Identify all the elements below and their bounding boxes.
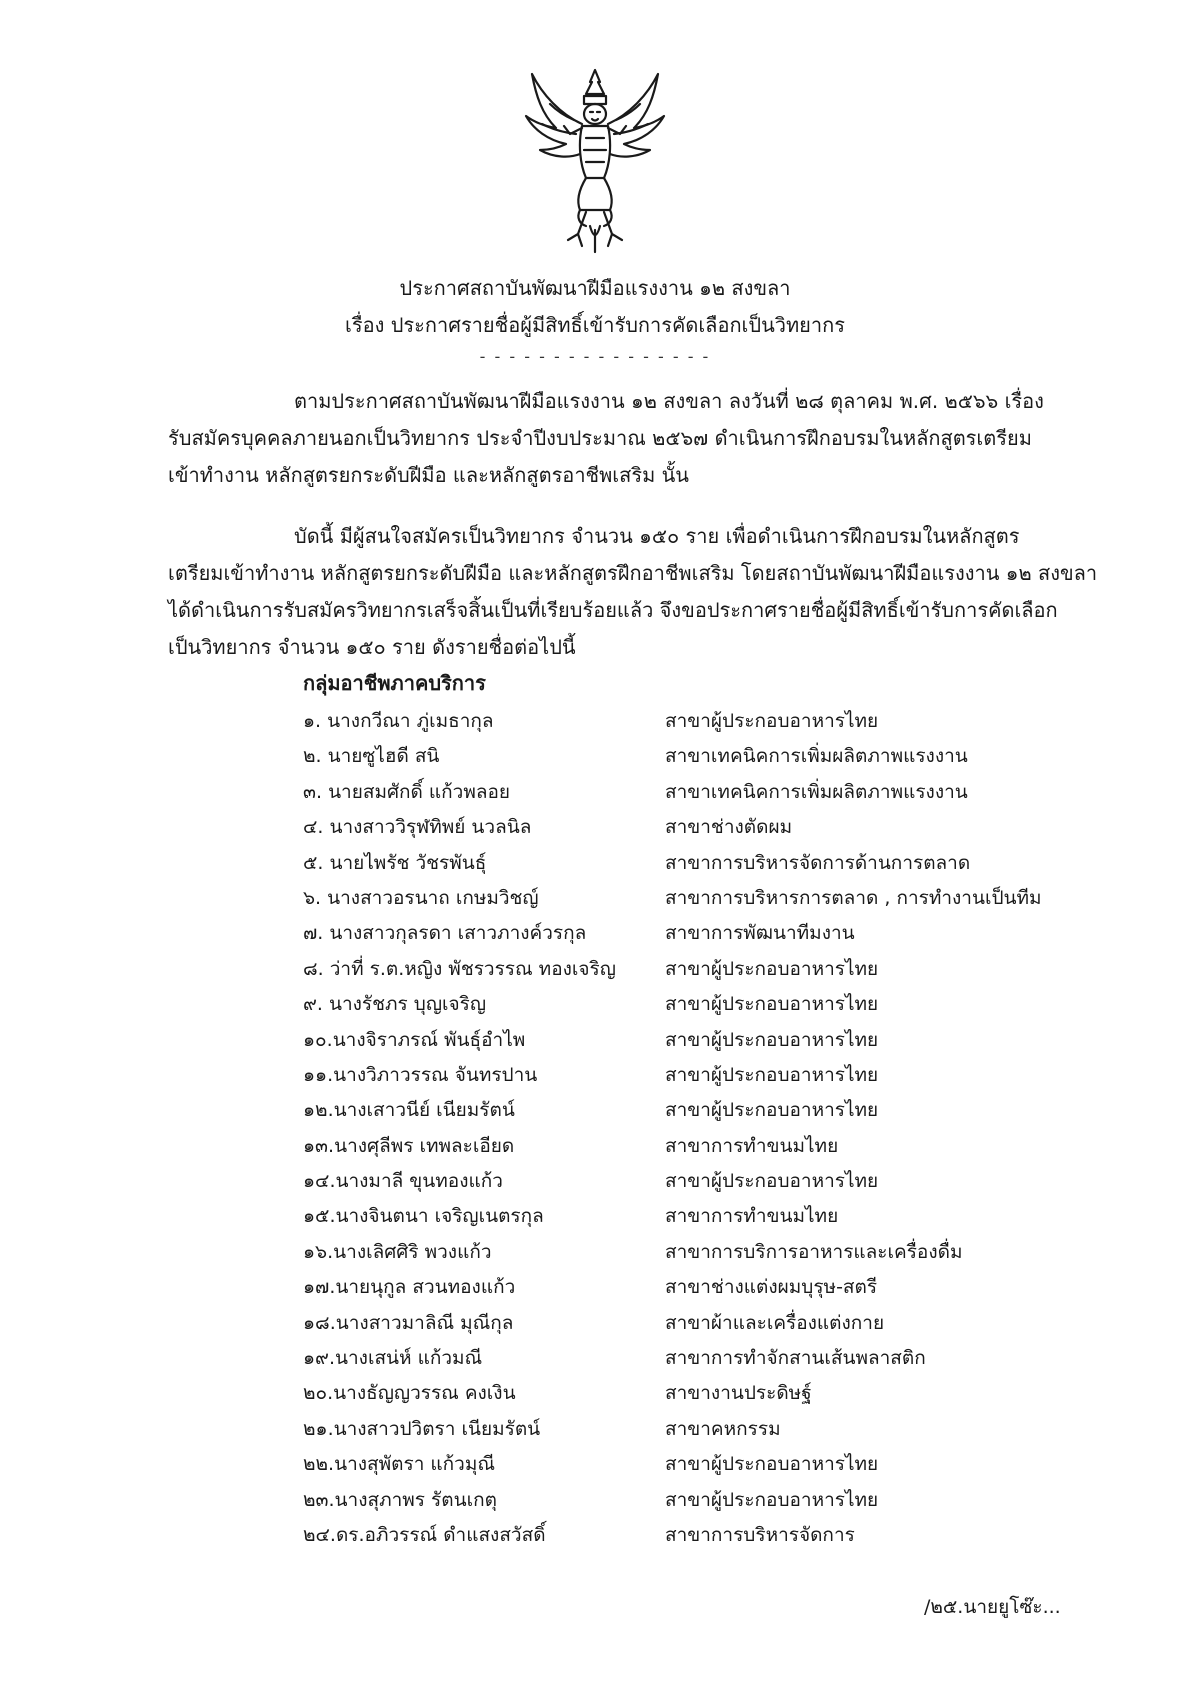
list-item — [303, 881, 1063, 916]
candidate-name: ๒๔.ดร.อภิวรรณ์ ดำแสงสวัสดิ์ — [303, 1523, 546, 1546]
notice-line: เตรียมเข้าทำงาน หลักสูตรยกระดับฝีมือ และหลักสูตรฝึกอาชีพเสริม โดยสถาบันพัฒนาฝีมือแรงงาน ๑๒ สงขลา — [168, 561, 1098, 585]
candidate-branch: สาขาผ้าและเครื่องแต่งกาย — [665, 1311, 885, 1334]
candidate-name: ๒. นายซูไฮดี สนิ — [303, 745, 440, 768]
header-separator: - - - - - - - - - - - - - - - - — [479, 347, 711, 366]
list-item — [303, 1058, 1063, 1093]
candidate-branch: สาขาผู้ประกอบอาหารไทย — [665, 1453, 879, 1476]
list-item — [303, 1376, 1063, 1411]
candidate-branch: สาขาการบริหารการตลาด , การทำงานเป็นทีม — [665, 886, 1042, 909]
list-item — [303, 1093, 1063, 1128]
notice-paragraph — [168, 518, 1098, 666]
candidate-branch: สาขาการทำขนมไทย — [665, 1205, 839, 1228]
candidate-branch: สาขาผู้ประกอบอาหารไทย — [665, 1170, 879, 1193]
candidate-branch: สาขาการพัฒนาทีมงาน — [665, 922, 855, 945]
candidate-branch: สาขาการบริการอาหารและเครื่องดื่ม — [665, 1240, 963, 1263]
candidate-name: ๑๕.นางจินตนา เจริญเนตรกุล — [303, 1205, 544, 1228]
list-item — [303, 1483, 1063, 1518]
candidate-name: ๑๗.นายนุกูล สวนทองแก้ว — [303, 1276, 516, 1299]
candidate-name: ๔. นางสาววิรุฬทิพย์ นวลนิล — [303, 816, 532, 839]
candidate-name: ๒๓.นางสุภาพร รัตนเกตุ — [303, 1488, 497, 1511]
candidate-branch: สาขาการบริหารจัดการด้านการตลาด — [665, 851, 971, 874]
list-item — [303, 810, 1063, 845]
candidate-branch: สาขางานประดิษฐ์ — [665, 1382, 812, 1405]
candidate-branch: สาขาผู้ประกอบอาหารไทย — [665, 1063, 879, 1086]
candidate-name: ๒๒.นางสุพัตรา แก้วมุณี — [303, 1453, 495, 1476]
candidate-name: ๑๐.นางจิราภรณ์ พันธุ์อำไพ — [303, 1028, 526, 1051]
list-item — [303, 1164, 1063, 1199]
list-item — [303, 987, 1063, 1022]
list-item — [303, 1023, 1063, 1058]
candidate-name: ๓. นายสมศักดิ์ แก้วพลอย — [303, 780, 511, 803]
candidate-branch: สาขาเทคนิคการเพิ่มผลิตภาพแรงงาน — [665, 745, 968, 768]
candidate-branch: สาขาคหกรรม — [665, 1417, 781, 1440]
candidate-name: ๑๖.นางเลิศศิริ พวงแก้ว — [303, 1240, 492, 1263]
announcement-title: ประกาศสถาบันพัฒนาฝีมือแรงงาน ๑๒ สงขลา — [399, 276, 791, 300]
candidate-branch: สาขาช่างแต่งผมบุรุษ-สตรี — [665, 1276, 878, 1299]
notice-line: บัดนี้ มีผู้สนใจสมัครเป็นวิทยากร จำนวน ๑๕๐ ราย เพื่อดำเนินการฝึกอบรมในหลักสูตร — [294, 524, 1020, 548]
list-item — [303, 1518, 1063, 1553]
list-item — [303, 1235, 1063, 1270]
list-item — [303, 739, 1063, 774]
candidate-name: ๑. นางกวีณา ภู่เมธากุล — [303, 710, 494, 732]
list-item — [303, 1306, 1063, 1341]
candidate-name: ๑๓.นางศุลีพร เทพละเอียด — [303, 1134, 515, 1157]
candidate-branch: สาขาผู้ประกอบอาหารไทย — [665, 957, 879, 980]
list-item — [303, 1412, 1063, 1447]
list-item — [303, 1270, 1063, 1305]
candidate-name: ๘. ว่าที่ ร.ต.หญิง พัชรวรรณ ทองเจริญ — [303, 957, 616, 980]
intro-line: เข้าทำงาน หลักสูตรยกระดับฝีมือ และหลักสูตรอาชีพเสริม นั้น — [168, 463, 689, 487]
group-title: กลุ่มอาชีพภาคบริการ — [303, 671, 486, 695]
candidate-branch: สาขาผู้ประกอบอาหารไทย — [665, 1028, 879, 1051]
intro-paragraph — [168, 383, 1060, 494]
candidate-name: ๑๑.นางวิภาวรรณ จันทรปาน — [303, 1063, 538, 1086]
candidate-name: ๑๔.นางมาลี ขุนทองแก้ว — [303, 1170, 503, 1193]
list-item — [303, 1341, 1063, 1376]
notice-line: ได้ดำเนินการรับสมัครวิทยากรเสร็จสิ้นเป็นที่เรียบร้อยแล้ว จึงขอประกาศรายชื่อผู้มีสิทธิ์เข้ารับการคัดเลือก — [168, 598, 1058, 622]
candidate-branch: สาขาผู้ประกอบอาหารไทย — [665, 993, 879, 1016]
candidate-branch: สาขาช่างตัดผม — [665, 816, 793, 839]
list-item — [303, 1129, 1063, 1164]
candidate-branch: สาขาการทำจักสานเส้นพลาสติก — [665, 1347, 926, 1370]
candidate-name: ๒๐.นางธัญญวรรณ คงเงิน — [303, 1382, 516, 1405]
list-item — [303, 1447, 1063, 1482]
garuda-emblem-icon — [520, 64, 670, 256]
list-item — [303, 952, 1063, 987]
intro-line: รับสมัครบุคคลภายนอกเป็นวิทยากร ประจำปีงบประมาณ ๒๕๖๗ ดำเนินการฝึกอบรมในหลักสูตรเตรียม — [168, 426, 1032, 450]
candidate-name: ๑๘.นางสาวมาลิณี มุณีกุล — [303, 1311, 514, 1334]
candidate-branch: สาขาการบริหารจัดการ — [665, 1523, 855, 1546]
list-item — [303, 704, 1063, 739]
list-item — [303, 775, 1063, 810]
list-item — [303, 846, 1063, 881]
candidate-branch: สาขาเทคนิคการเพิ่มผลิตภาพแรงงาน — [665, 780, 968, 803]
intro-line: ตามประกาศสถาบันพัฒนาฝีมือแรงงาน ๑๒ สงขลา ลงวันที่ ๒๘ ตุลาคม พ.ศ. ๒๕๖๖ เรื่อง — [294, 389, 1044, 413]
candidate-name: ๙. นางรัชภร บุญเจริญ — [303, 993, 487, 1016]
candidate-name: ๕. นายไพรัช วัชรพันธุ์ — [303, 851, 487, 874]
candidate-name: ๗. นางสาวกุลรดา เสาวภางค์วรกุล — [303, 922, 587, 945]
announcement-subject: เรื่อง ประกาศรายชื่อผู้มีสิทธิ์เข้ารับการคัดเลือกเป็นวิทยากร — [345, 313, 845, 337]
candidate-list — [303, 704, 1063, 1553]
notice-line: เป็นวิทยากร จำนวน ๑๕๐ ราย ดังรายชื่อต่อไปนี้ — [168, 635, 576, 659]
candidate-name: ๑๙.นางเสน่ห์ แก้วมณี — [303, 1347, 483, 1370]
list-item — [303, 1199, 1063, 1234]
candidate-name: ๖. นางสาวอรนาถ เกษมวิชญ์ — [303, 886, 539, 909]
candidate-branch: สาขาผู้ประกอบอาหารไทย — [665, 1488, 879, 1511]
candidate-name: ๒๑.นางสาวปวิตรา เนียมรัตน์ — [303, 1417, 541, 1440]
candidate-branch: สาขาการทำขนมไทย — [665, 1134, 839, 1157]
candidate-name: ๑๒.นางเสาวนีย์ เนียมรัตน์ — [303, 1099, 515, 1122]
list-item — [303, 916, 1063, 951]
candidate-branch: สาขาผู้ประกอบอาหารไทย — [665, 1099, 879, 1122]
page-continuation: /๒๕.นายยูโซ๊ะ... — [924, 1596, 1061, 1618]
candidate-branch: สาขาผู้ประกอบอาหารไทย — [665, 710, 879, 732]
